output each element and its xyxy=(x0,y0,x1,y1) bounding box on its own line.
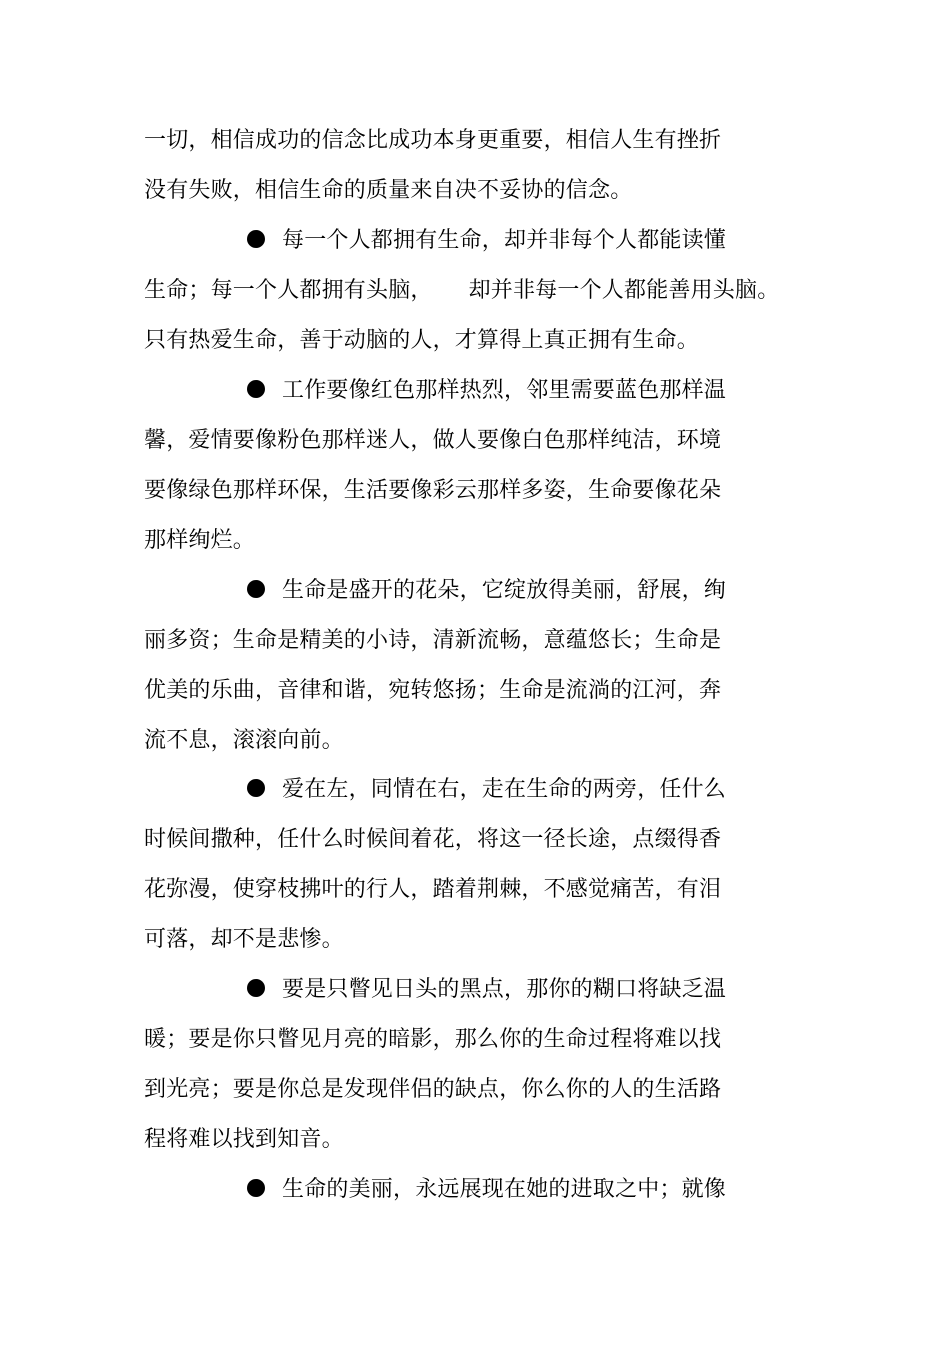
text-line: 生命；每一个人都拥有头脑， xyxy=(144,278,433,303)
bullet-paragraph-first-line xyxy=(247,974,726,1006)
text-line: 程将难以找到知音。 xyxy=(144,1127,344,1152)
bullet-paragraph-first-line xyxy=(247,575,726,607)
bullet-paragraph-first-line xyxy=(247,375,726,407)
bullet-paragraph-first-line xyxy=(247,1174,726,1206)
text-line: 馨，爱情要像粉色那样迷人，做人要像白色那样纯洁，环境 xyxy=(144,428,722,453)
text-line: 爱在左，同情在右，走在生命的两旁，任什么 xyxy=(282,777,727,802)
bullet-paragraph-first-line xyxy=(247,225,726,257)
text-line: 没有失败，相信生命的质量来自决不妥协的信念。 xyxy=(144,178,633,203)
text-line: 流不息，滚滚向前。 xyxy=(144,728,344,753)
text-line: 到光亮；要是你总是发现伴侣的缺点，你么你的人的生活路 xyxy=(144,1077,722,1102)
bullet-icon xyxy=(247,1179,265,1197)
text-line: 那样绚烂。 xyxy=(144,528,256,553)
text-line-with-gap xyxy=(144,275,779,307)
bullet-icon xyxy=(247,779,265,797)
text-line: 时候间撒种，任什么时候间着花，将这一径长途，点缀得香 xyxy=(144,827,722,852)
text-line: 只有热爱生命，善于动脑的人，才算得上真正拥有生命。 xyxy=(144,328,700,353)
text-line: 每一个人都拥有生命，却并非每个人都能读懂 xyxy=(282,228,727,253)
bullet-paragraph-first-line xyxy=(247,774,726,806)
text-line: 要是只瞥见日头的黑点，那你的糊口将缺乏温 xyxy=(282,977,727,1002)
text-line: 要像绿色那样环保，生活要像彩云那样多姿，生命要像花朵 xyxy=(144,478,722,503)
text-line: 生命是盛开的花朵，它绽放得美丽，舒展，绚 xyxy=(282,578,727,603)
text-line: 工作要像红色那样热烈，邻里需要蓝色那样温 xyxy=(282,378,727,403)
text-line: 丽多资；生命是精美的小诗，清新流畅，意蕴悠长；生命是 xyxy=(144,628,722,653)
text-line: 却并非每一个人都能善用头脑。 xyxy=(468,278,780,303)
bullet-icon xyxy=(247,380,265,398)
text-line: 暖；要是你只瞥见月亮的暗影，那么你的生命过程将难以找 xyxy=(144,1027,722,1052)
text-line: 一切，相信成功的信念比成功本身更重要，相信人生有挫折 xyxy=(144,128,722,153)
bullet-icon xyxy=(247,230,265,248)
text-line: 可落，却不是悲惨。 xyxy=(144,927,344,952)
bullet-icon xyxy=(247,979,265,997)
text-line: 花弥漫，使穿枝拂叶的行人，踏着荆棘，不感觉痛苦，有泪 xyxy=(144,877,722,902)
text-line: 生命的美丽，永远展现在她的进取之中；就像 xyxy=(282,1177,727,1202)
text-line: 优美的乐曲，音律和谐，宛转悠扬；生命是流淌的江河，奔 xyxy=(144,678,722,703)
bullet-icon xyxy=(247,580,265,598)
